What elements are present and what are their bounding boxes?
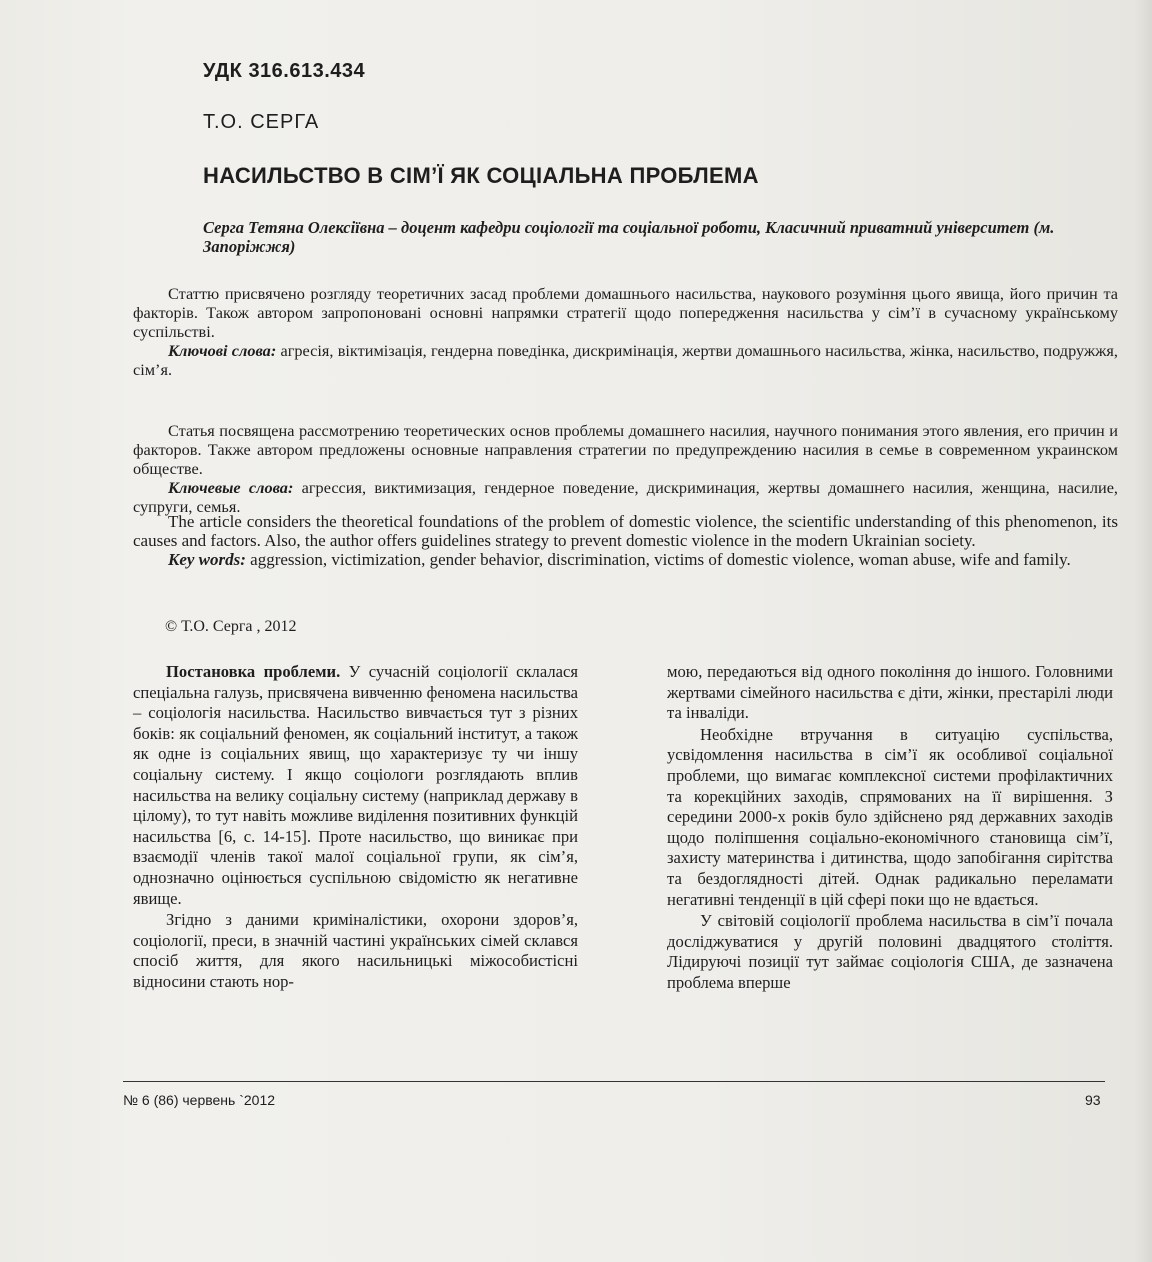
keywords-text: aggression, victimization, gender behavior, discrimination, victims of domestic violence, woman abuse, wife and family. [245,550,1071,569]
abstract-ukrainian [133,284,1118,379]
affiliation-details: – доцент кафедри соціології та соціальної роботи, Класичний приватний університет (м. Запоріжжя) [203,218,1055,256]
keywords-label: Key words: [168,550,246,569]
body-column-right [667,662,1113,995]
keywords-label: Ключові слова: [168,341,277,360]
author-affiliation [203,218,1063,256]
keywords [133,550,1118,569]
author-name: Т.О. СЕРГА [203,111,320,133]
paragraph: Необхідне втручання в ситуацію суспільства, усвідомлення насильства в сім’ї як особливої соціальної проблеми, що вимагає комплексної системи профілактичних та корекційних заходів, спрямованих на її вирішення. З середини 2000-х років було здійснено ряд державних заходів щодо поліпшення соціально-економічного становища сім’ї, захисту материнства і дитинства, щодо запобігання сирітства та бездоглядності дітей. Однак радикально переламати негативні тенденції в цій сфері поки що не вдається. [667,724,1113,909]
abstract-russian [133,421,1118,516]
keywords [133,341,1118,379]
paragraph-text: У сучасній соціології склалася спеціальна галузь, присвячена вивченню феномена насильства – соціологія насильства. Насильство вивчається тут з різних боків: як соціальний феномен, як соціальний інститут, а також як одне із соціальних явищ, що характеризує ту чи іншу соціальну систему. І якщо соціологи розглядають вплив насильства на велику соціальну систему (наприклад державу в цілому), то тут навіть можливе виділення позитивних функцій насильства [6, с. 14-15]. Проте насильство, що виникає при взаємодії членів такої малої соціальної групи, як сім’я, однозначно оцінюється суспільною свідомістю як негативне явище. [133,662,578,908]
abstract-text: The article considers the theoretical foundations of the problem of domestic violence, the scientific understanding of this phenomenon, its causes and factors. Also, the author offers guidelines strategy to prevent domestic violence in the modern Ukrainian society. [133,512,1118,550]
page-edge-shadow [1134,0,1152,1262]
abstract-text: Статья посвящена рассмотрению теоретических основ проблемы домашнего насилия, научного понимания этого явления, его причин и факторов. Также автором предложены основные направления стратегии по предупреждению насилия в семье в современном украинском обществе. [133,421,1118,478]
footer-rule [123,1081,1105,1082]
paragraph [133,662,578,909]
abstract-text: Статтю присвячено розгляду теоретичних засад проблеми домашнього насильства, наукового розуміння цього явища, його причин та факторів. Також автором запропоновані основні напрямки стратегії щодо попередження насильства у сім’ї в сучасному українському суспільстві. [133,284,1118,341]
keywords-label: Ключевые слова: [168,478,294,497]
abstract-english [133,512,1118,569]
article-title: НАСИЛЬСТВО В СІМ’Ї ЯК СОЦІАЛЬНА ПРОБЛЕМА [203,163,759,188]
paragraph: Згідно з даними криміналістики, охорони здоров’я, соціології, преси, в значній частині українських сімей склався спосіб життя, для якого насильницькі міжособистісні відносини стають нор- [133,910,578,991]
keywords-text: агрессия, виктимизация, гендерное поведение, дискриминация, жертвы домашнего насилия, женщина, насилие, супруги, семья. [133,478,1119,516]
issue-info: № 6 (86) червень `2012 [123,1092,276,1108]
section-heading: Постановка проблеми. [166,662,341,681]
keywords [133,478,1118,516]
page-number: 93 [1085,1092,1101,1108]
udc-code: УДК 316.613.434 [203,60,366,82]
paragraph: мою, передаються від одного покоління до іншого. Головними жертвами сімейного насильства є діти, жінки, престарілі люди та інваліди. [667,662,1113,723]
copyright-notice: © Т.О. Серга , 2012 [165,618,297,635]
keywords-text: агресія, віктимізація, гендерна поведінка, дискримінація, жертви домашнього насильства, жінка, насильство, подружжя, сім’я. [133,341,1118,379]
paragraph: У світовій соціології проблема насильства в сім’ї почала досліджуватися у другій половині двадцятого століття. Лідируючі позиції тут займає соціологія США, де зазначена проблема вперше [667,911,1113,992]
body-column-left [133,662,578,994]
affiliation-name: Серга Тетяна Олексіївна [203,218,385,237]
